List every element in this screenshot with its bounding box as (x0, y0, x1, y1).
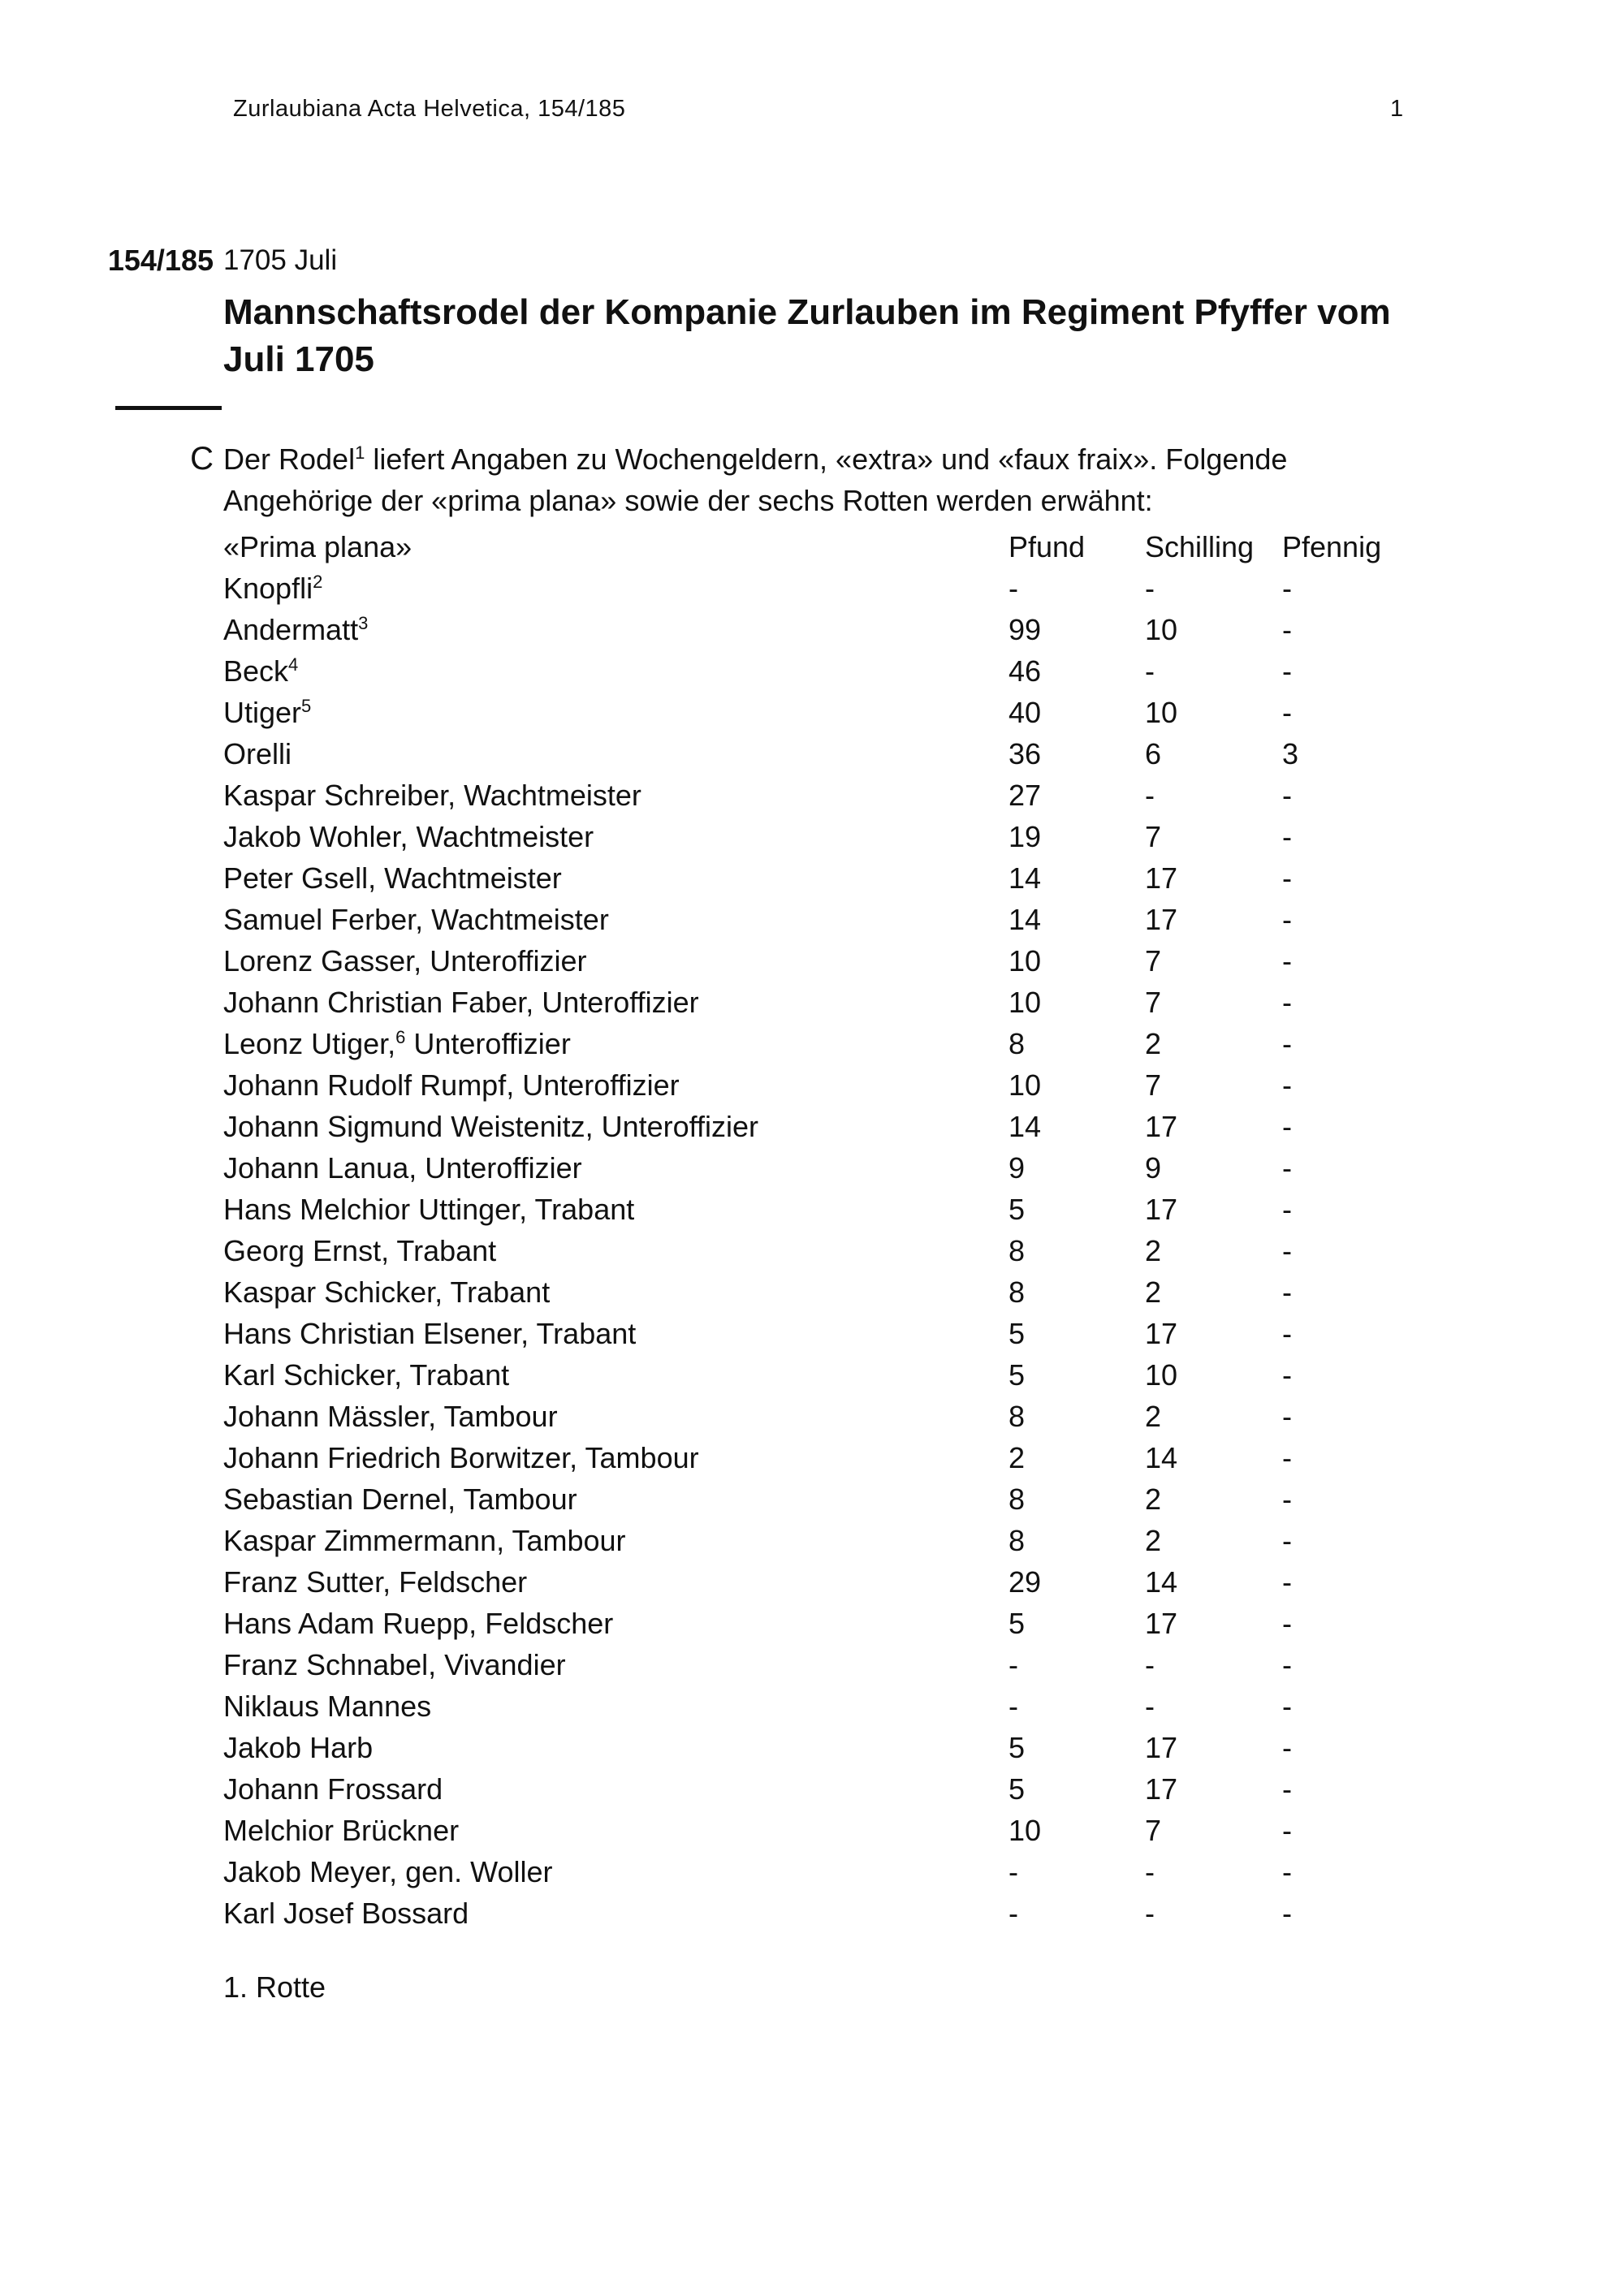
name-role: Unteroffizier (405, 1027, 571, 1060)
footnote-ref[interactable]: 1 (355, 442, 365, 463)
person-name (223, 1354, 1009, 1396)
person-name (223, 1064, 1009, 1106)
pfennig-value: - (1282, 1027, 1292, 1060)
person-name (223, 568, 1009, 609)
pfund-value: 14 (1009, 903, 1042, 936)
name-text: Leonz Utiger, (223, 1027, 396, 1060)
table-row (223, 733, 1425, 775)
name-text: Johann Sigmund Weistenitz, Unteroffizier (223, 1110, 759, 1143)
category-label: C (190, 441, 214, 477)
running-header: Zurlaubiana Acta Helvetica, 154/185 (233, 96, 626, 122)
pfund-value: 40 (1009, 696, 1042, 729)
document-heading (49, 240, 1510, 383)
name-text: Johann Frossard (223, 1772, 443, 1806)
schilling-value: 7 (1145, 1814, 1162, 1847)
name-text: Lorenz Gasser, Unteroffizier (223, 944, 587, 978)
schilling-value: 10 (1145, 696, 1178, 729)
document-date: 1705 Juli (223, 244, 338, 276)
pfennig-value: - (1282, 1524, 1292, 1557)
summary-paragraph (223, 438, 1425, 521)
person-name (223, 857, 1009, 899)
pfund-value: 5 (1009, 1193, 1026, 1226)
person-name (223, 940, 1009, 982)
schilling-value: 7 (1145, 986, 1162, 1019)
header-group: «Prima plana» (223, 530, 412, 563)
name-text: Sebastian Dernel, Tambour (223, 1482, 577, 1516)
pfennig-value: - (1282, 1193, 1292, 1226)
schilling-value: - (1145, 1648, 1155, 1681)
pfund-value: 19 (1009, 820, 1042, 853)
pfennig-value: - (1282, 572, 1292, 605)
person-name (223, 816, 1009, 857)
schilling-value: 17 (1145, 1731, 1178, 1764)
pfund-value: - (1009, 1897, 1018, 1930)
name-text: Johann Lanua, Unteroffizier (223, 1151, 582, 1185)
pfund-value: 5 (1009, 1317, 1026, 1350)
schilling-value: 7 (1145, 820, 1162, 853)
pfund-value: - (1009, 1855, 1018, 1888)
table-row (223, 568, 1425, 609)
pfund-value: 8 (1009, 1234, 1026, 1267)
table-row (223, 1851, 1425, 1892)
table-row (223, 1561, 1425, 1603)
table-row (223, 650, 1425, 692)
pfennig-value: - (1282, 613, 1292, 646)
pfund-value: - (1009, 572, 1018, 605)
person-name (223, 1520, 1009, 1561)
name-text: Orelli (223, 737, 292, 770)
header-schilling: Schilling (1145, 530, 1255, 563)
table-row (223, 1810, 1425, 1851)
table-row (223, 1520, 1425, 1561)
pfund-value: 99 (1009, 613, 1042, 646)
pfund-value: 27 (1009, 779, 1042, 812)
schilling-value: - (1145, 1690, 1155, 1723)
table-row (223, 1106, 1425, 1147)
name-text: Hans Melchior Uttinger, Trabant (223, 1193, 635, 1226)
schilling-value: - (1145, 1855, 1155, 1888)
pfennig-value: 3 (1282, 737, 1299, 770)
pfennig-value: - (1282, 1648, 1292, 1681)
table-row (223, 775, 1425, 816)
pfund-value: 36 (1009, 737, 1042, 770)
pfennig-value: - (1282, 1731, 1292, 1764)
footnote-ref[interactable]: 2 (313, 572, 323, 592)
schilling-value: 9 (1145, 1151, 1162, 1185)
name-text: Peter Gsell, Wachtmeister (223, 861, 562, 895)
name-text: Beck (223, 654, 289, 688)
person-name (223, 1603, 1009, 1644)
pfund-value: 10 (1009, 986, 1042, 1019)
person-name (223, 609, 1009, 650)
schilling-value: 17 (1145, 861, 1178, 895)
table-row (223, 1685, 1425, 1727)
pfennig-value: - (1282, 1068, 1292, 1102)
name-text: Franz Schnabel, Vivandier (223, 1648, 566, 1681)
pfund-value: 9 (1009, 1151, 1026, 1185)
name-text: Johann Rudolf Rumpf, Unteroffizier (223, 1068, 680, 1102)
footnote-ref[interactable]: 3 (358, 613, 369, 633)
pfennig-value: - (1282, 1897, 1292, 1930)
schilling-value: 7 (1145, 944, 1162, 978)
table-row (223, 899, 1425, 940)
schilling-value: 2 (1145, 1275, 1162, 1309)
table-row (223, 1354, 1425, 1396)
pfund-value: 8 (1009, 1524, 1026, 1557)
person-name (223, 899, 1009, 940)
name-text: Andermatt (223, 613, 359, 646)
name-text: Utiger (223, 696, 302, 729)
footnote-ref[interactable]: 5 (301, 696, 312, 716)
pfennig-value: - (1282, 1607, 1292, 1640)
person-name (223, 1644, 1009, 1685)
table-row (223, 1478, 1425, 1520)
pfund-value: - (1009, 1648, 1018, 1681)
person-name (223, 1106, 1009, 1147)
name-text: Kaspar Schreiber, Wachtmeister (223, 779, 641, 812)
name-text: Johann Friedrich Borwitzer, Tambour (223, 1441, 699, 1474)
person-name (223, 1685, 1009, 1727)
pfennig-value: - (1282, 1814, 1292, 1847)
pfennig-value: - (1282, 1151, 1292, 1185)
schilling-value: 14 (1145, 1565, 1178, 1599)
pfund-value: 29 (1009, 1565, 1042, 1599)
person-name (223, 1810, 1009, 1851)
pfennig-value: - (1282, 779, 1292, 812)
pfennig-value: - (1282, 1772, 1292, 1806)
schilling-value: 2 (1145, 1400, 1162, 1433)
document-title: Mannschaftsrodel der Kompanie Zurlauben im Regiment Pfyffer vom Juli 1705 (223, 292, 1391, 379)
name-text: Kaspar Schicker, Trabant (223, 1275, 551, 1309)
pfennig-value: - (1282, 944, 1292, 978)
pfennig-value: - (1282, 986, 1292, 1019)
person-name (223, 1851, 1009, 1892)
pfund-value: 10 (1009, 944, 1042, 978)
pfennig-value: - (1282, 861, 1292, 895)
section-rule-row (49, 406, 1510, 438)
pfennig-value: - (1282, 696, 1292, 729)
person-name (223, 1396, 1009, 1437)
pfennig-value: - (1282, 1400, 1292, 1433)
name-text: Jakob Harb (223, 1731, 374, 1764)
pfund-value: 8 (1009, 1027, 1026, 1060)
table-row (223, 857, 1425, 899)
footnote-ref[interactable]: 4 (288, 654, 299, 675)
pfund-value: 5 (1009, 1731, 1026, 1764)
table-row (223, 1023, 1425, 1064)
schilling-value: 17 (1145, 1607, 1178, 1640)
name-text: Melchior Brückner (223, 1814, 460, 1847)
payroll-table (223, 526, 1425, 1934)
person-name (223, 692, 1009, 733)
person-name (223, 1561, 1009, 1603)
schilling-value: 10 (1145, 1358, 1178, 1392)
pfund-value: 46 (1009, 654, 1042, 688)
pfund-value: 2 (1009, 1441, 1026, 1474)
table-row (223, 816, 1425, 857)
person-name (223, 982, 1009, 1023)
table-header-row (223, 526, 1425, 568)
schilling-value: 2 (1145, 1482, 1162, 1516)
person-name (223, 733, 1009, 775)
table-row (223, 1064, 1425, 1106)
name-text: Hans Adam Ruepp, Feldscher (223, 1607, 614, 1640)
document-body (49, 240, 1510, 2008)
pfennig-value: - (1282, 903, 1292, 936)
table-row (223, 692, 1425, 733)
table-row (223, 1768, 1425, 1810)
schilling-value: - (1145, 572, 1155, 605)
name-text: Karl Schicker, Trabant (223, 1358, 510, 1392)
person-name (223, 1727, 1009, 1768)
person-name (223, 1437, 1009, 1478)
pfennig-value: - (1282, 820, 1292, 853)
table-row (223, 1230, 1425, 1271)
schilling-value: - (1145, 1897, 1155, 1930)
name-text: Knopfli (223, 572, 313, 605)
pfennig-value: - (1282, 1275, 1292, 1309)
table-row (223, 1189, 1425, 1230)
name-text: Samuel Ferber, Wachtmeister (223, 903, 609, 936)
name-text: Karl Josef Bossard (223, 1897, 469, 1930)
table-row (223, 1271, 1425, 1313)
pfennig-value: - (1282, 1565, 1292, 1599)
pfennig-value: - (1282, 1482, 1292, 1516)
page-number: 1 (1390, 96, 1404, 122)
person-name (223, 1271, 1009, 1313)
schilling-value: 17 (1145, 1193, 1178, 1226)
summary-text-rest: liefert Angaben zu Wochengeldern, «extra» und «faux fraix». Folgende Angehörige der «prima plana» sowie der sechs Rotten werden erwähnt: (223, 442, 1288, 517)
table-row (223, 1603, 1425, 1644)
schilling-value: 14 (1145, 1441, 1178, 1474)
pfennig-value: - (1282, 1855, 1292, 1888)
person-name (223, 1023, 1009, 1064)
pfennig-value: - (1282, 654, 1292, 688)
person-name (223, 1189, 1009, 1230)
schilling-value: 17 (1145, 1317, 1178, 1350)
footnote-ref[interactable]: 6 (395, 1027, 406, 1047)
table-row (223, 1396, 1425, 1437)
schilling-value: 17 (1145, 903, 1178, 936)
pfund-value: 14 (1009, 861, 1042, 895)
table-row (223, 982, 1425, 1023)
header-pfennig: Pfennig (1282, 530, 1382, 563)
pfund-value: 5 (1009, 1607, 1026, 1640)
pfund-value: 5 (1009, 1358, 1026, 1392)
person-name (223, 1478, 1009, 1520)
table-row (223, 1892, 1425, 1934)
name-text: Hans Christian Elsener, Trabant (223, 1317, 637, 1350)
pfennig-value: - (1282, 1317, 1292, 1350)
person-name (223, 1230, 1009, 1271)
pfund-value: 8 (1009, 1400, 1026, 1433)
person-name (223, 1313, 1009, 1354)
person-name (223, 1147, 1009, 1189)
schilling-value: 2 (1145, 1524, 1162, 1557)
name-text: Jakob Wohler, Wachtmeister (223, 820, 594, 853)
pfund-value: 10 (1009, 1814, 1042, 1847)
pfennig-value: - (1282, 1110, 1292, 1143)
pfennig-value: - (1282, 1441, 1292, 1474)
schilling-value: 17 (1145, 1110, 1178, 1143)
pfennig-value: - (1282, 1358, 1292, 1392)
summary-text-start: Der Rodel (223, 442, 356, 476)
table-row (223, 1644, 1425, 1685)
pfund-value: 8 (1009, 1275, 1026, 1309)
name-text: Johann Mässler, Tambour (223, 1400, 558, 1433)
table-row (223, 1727, 1425, 1768)
person-name (223, 775, 1009, 816)
schilling-value: 17 (1145, 1772, 1178, 1806)
pfund-value: 5 (1009, 1772, 1026, 1806)
pfennig-value: - (1282, 1234, 1292, 1267)
table-row (223, 1313, 1425, 1354)
schilling-value: 10 (1145, 613, 1178, 646)
schilling-value: 6 (1145, 737, 1162, 770)
pfund-value: 8 (1009, 1482, 1026, 1516)
person-name (223, 1892, 1009, 1934)
name-text: Jakob Meyer, gen. Woller (223, 1855, 553, 1888)
pfund-value: 10 (1009, 1068, 1042, 1102)
name-text: Kaspar Zimmermann, Tambour (223, 1524, 626, 1557)
name-text: Niklaus Mannes (223, 1690, 432, 1723)
name-text: Johann Christian Faber, Unteroffizier (223, 986, 699, 1019)
schilling-value: - (1145, 779, 1155, 812)
section-rule (115, 406, 222, 410)
pfennig-value: - (1282, 1690, 1292, 1723)
person-name (223, 650, 1009, 692)
person-name (223, 1768, 1009, 1810)
table-row (223, 940, 1425, 982)
summary-block (49, 438, 1510, 2008)
schilling-value: 2 (1145, 1027, 1162, 1060)
name-text: Franz Sutter, Feldscher (223, 1565, 528, 1599)
pfund-value: 14 (1009, 1110, 1042, 1143)
schilling-value: - (1145, 654, 1155, 688)
table-row (223, 609, 1425, 650)
pfund-value: - (1009, 1690, 1018, 1723)
schilling-value: 2 (1145, 1234, 1162, 1267)
document-number: 154/185 (107, 244, 214, 277)
schilling-value: 7 (1145, 1068, 1162, 1102)
name-text: Georg Ernst, Trabant (223, 1234, 497, 1267)
table-row (223, 1147, 1425, 1189)
table-row (223, 1437, 1425, 1478)
section-heading-rotte: 1. Rotte (223, 1970, 326, 2004)
header-pfund: Pfund (1009, 530, 1086, 563)
